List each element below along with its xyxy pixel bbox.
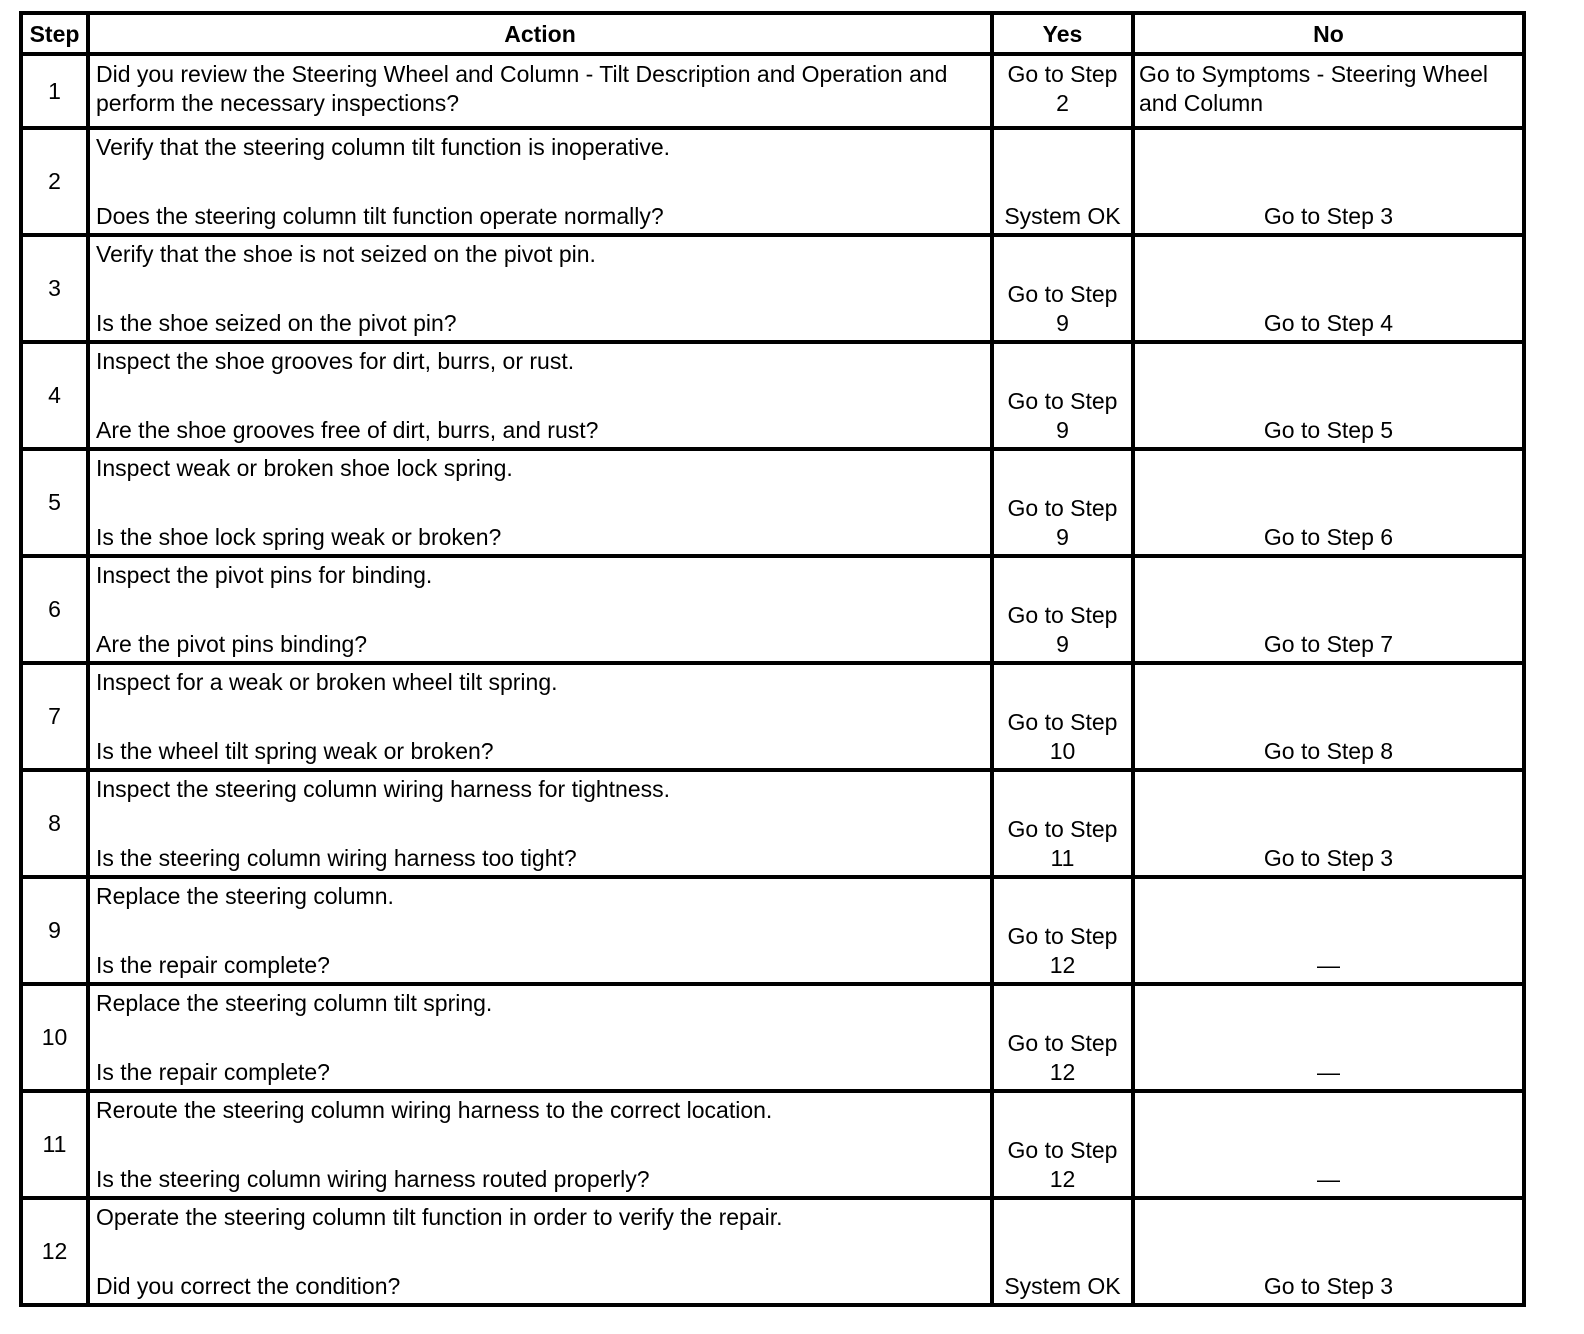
yes-result: Go to Step 12 bbox=[992, 1091, 1133, 1198]
action-cell bbox=[88, 1091, 992, 1198]
action-cell bbox=[88, 342, 992, 449]
action-instruction: Verify that the shoe is not seized on the pivot pin. bbox=[96, 241, 596, 267]
action-cell bbox=[88, 984, 992, 1091]
no-result: Go to Step 3 bbox=[1133, 770, 1524, 877]
action-instruction: Inspect the pivot pins for binding. bbox=[96, 562, 433, 588]
action-question: Are the pivot pins binding? bbox=[96, 631, 368, 657]
step-number: 11 bbox=[21, 1091, 88, 1198]
no-result: — bbox=[1133, 984, 1524, 1091]
action-instruction: Inspect for a weak or broken wheel tilt spring. bbox=[96, 669, 558, 695]
yes-result: Go to Step 12 bbox=[992, 984, 1133, 1091]
action-question: Is the repair complete? bbox=[96, 1059, 330, 1085]
table-row bbox=[21, 128, 1524, 235]
step-number: 1 bbox=[21, 54, 88, 128]
action-cell bbox=[88, 54, 992, 128]
action-question: Is the repair complete? bbox=[96, 952, 330, 978]
header-action: Action bbox=[88, 13, 992, 54]
step-number: 6 bbox=[21, 556, 88, 663]
action-instruction: Inspect the shoe grooves for dirt, burrs, or rust. bbox=[96, 348, 575, 374]
no-result: Go to Step 7 bbox=[1133, 556, 1524, 663]
table-row bbox=[21, 556, 1524, 663]
no-result: Go to Symptoms - Steering Wheel and Column bbox=[1133, 54, 1524, 128]
action-instruction: Inspect the steering column wiring harness for tightness. bbox=[96, 776, 671, 802]
header-no: No bbox=[1133, 13, 1524, 54]
table-row bbox=[21, 770, 1524, 877]
no-result: Go to Step 6 bbox=[1133, 449, 1524, 556]
yes-result: Go to Step 2 bbox=[992, 54, 1133, 128]
yes-result: Go to Step 9 bbox=[992, 556, 1133, 663]
step-number: 3 bbox=[21, 235, 88, 342]
table-row bbox=[21, 449, 1524, 556]
action-cell bbox=[88, 663, 992, 770]
header-row bbox=[21, 13, 1524, 54]
yes-result: Go to Step 9 bbox=[992, 342, 1133, 449]
action-question: Is the shoe seized on the pivot pin? bbox=[96, 310, 457, 336]
yes-result: System OK bbox=[992, 1198, 1133, 1305]
step-number: 4 bbox=[21, 342, 88, 449]
action-cell bbox=[88, 770, 992, 877]
action-question: Are the shoe grooves free of dirt, burrs, and rust? bbox=[96, 417, 599, 443]
diagnostic-table bbox=[19, 11, 1526, 1307]
action-instruction: Inspect weak or broken shoe lock spring. bbox=[96, 455, 513, 481]
table-row bbox=[21, 984, 1524, 1091]
yes-result: System OK bbox=[992, 128, 1133, 235]
action-question: Does the steering column tilt function operate normally? bbox=[96, 203, 664, 229]
action-cell bbox=[88, 235, 992, 342]
yes-result: Go to Step 9 bbox=[992, 449, 1133, 556]
no-result: Go to Step 3 bbox=[1133, 128, 1524, 235]
action-cell bbox=[88, 449, 992, 556]
no-result: — bbox=[1133, 877, 1524, 984]
action-question: Did you review the Steering Wheel and Column - Tilt Description and Operation and perform the necessary inspections? bbox=[96, 61, 948, 116]
action-question: Is the steering column wiring harness routed properly? bbox=[96, 1166, 650, 1192]
table-row bbox=[21, 54, 1524, 128]
step-number: 8 bbox=[21, 770, 88, 877]
step-number: 7 bbox=[21, 663, 88, 770]
yes-result: Go to Step 11 bbox=[992, 770, 1133, 877]
action-cell bbox=[88, 128, 992, 235]
action-cell bbox=[88, 556, 992, 663]
table-row bbox=[21, 235, 1524, 342]
no-result: — bbox=[1133, 1091, 1524, 1198]
yes-result: Go to Step 9 bbox=[992, 235, 1133, 342]
header-yes: Yes bbox=[992, 13, 1133, 54]
action-question: Is the steering column wiring harness too tight? bbox=[96, 845, 577, 871]
action-instruction: Replace the steering column. bbox=[96, 883, 394, 909]
table-body bbox=[21, 54, 1524, 1305]
no-result: Go to Step 4 bbox=[1133, 235, 1524, 342]
table-row bbox=[21, 1091, 1524, 1198]
action-question: Is the wheel tilt spring weak or broken? bbox=[96, 738, 494, 764]
yes-result: Go to Step 12 bbox=[992, 877, 1133, 984]
no-result: Go to Step 8 bbox=[1133, 663, 1524, 770]
step-number: 10 bbox=[21, 984, 88, 1091]
step-number: 2 bbox=[21, 128, 88, 235]
action-question: Is the shoe lock spring weak or broken? bbox=[96, 524, 502, 550]
step-number: 9 bbox=[21, 877, 88, 984]
step-number: 5 bbox=[21, 449, 88, 556]
action-instruction: Verify that the steering column tilt function is inoperative. bbox=[96, 134, 671, 160]
action-instruction: Replace the steering column tilt spring. bbox=[96, 990, 493, 1016]
no-result: Go to Step 3 bbox=[1133, 1198, 1524, 1305]
action-cell bbox=[88, 877, 992, 984]
table-row bbox=[21, 342, 1524, 449]
yes-result: Go to Step 10 bbox=[992, 663, 1133, 770]
table-row bbox=[21, 877, 1524, 984]
action-instruction: Reroute the steering column wiring harness to the correct location. bbox=[96, 1097, 773, 1123]
no-result: Go to Step 5 bbox=[1133, 342, 1524, 449]
step-number: 12 bbox=[21, 1198, 88, 1305]
action-cell bbox=[88, 1198, 992, 1305]
table-row bbox=[21, 1198, 1524, 1305]
table-row bbox=[21, 663, 1524, 770]
action-instruction: Operate the steering column tilt function in order to verify the repair. bbox=[96, 1204, 783, 1230]
action-question: Did you correct the condition? bbox=[96, 1273, 401, 1299]
header-step: Step bbox=[21, 13, 88, 54]
